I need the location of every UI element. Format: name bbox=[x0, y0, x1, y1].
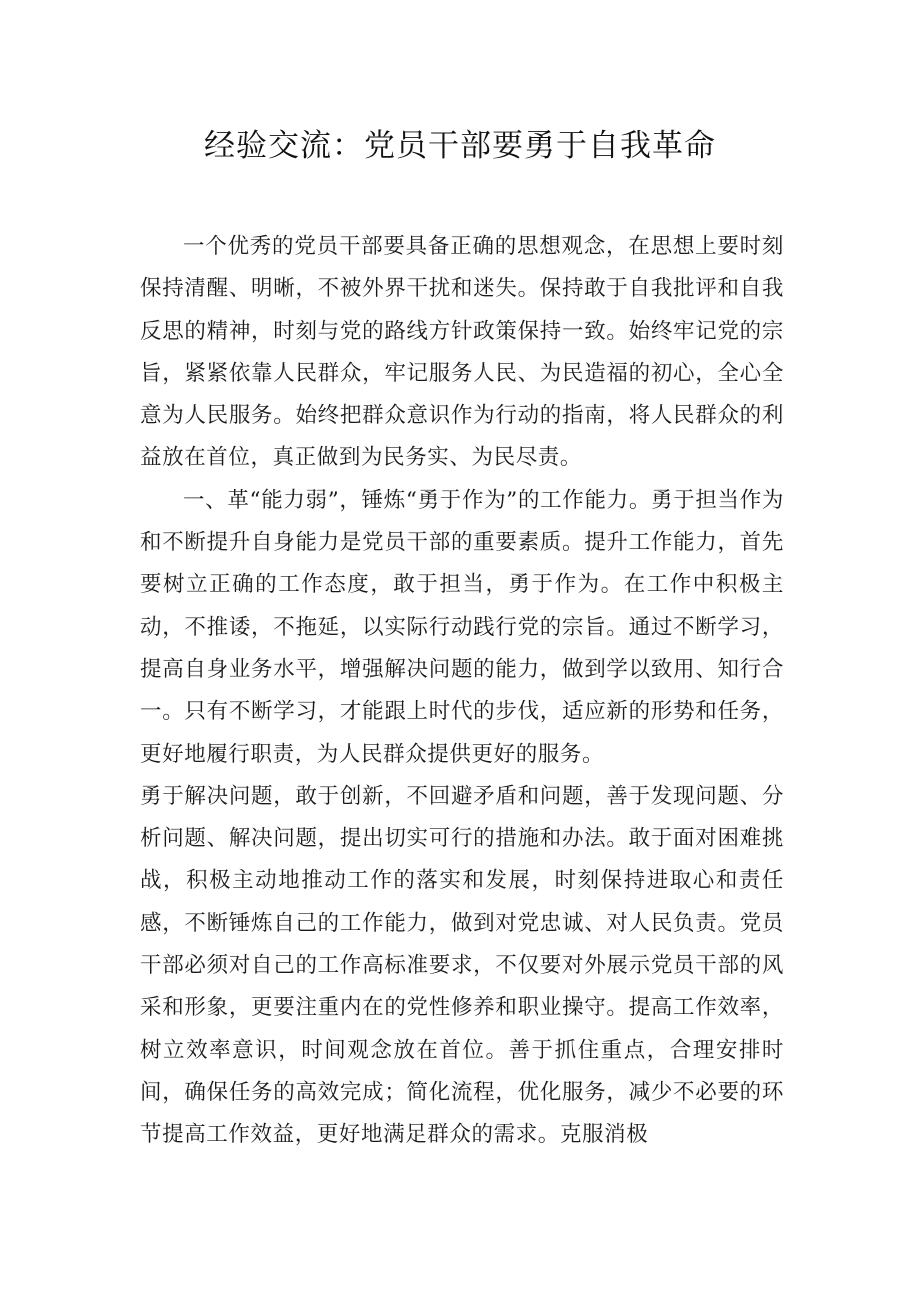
paragraph-intro: 一个优秀的党员干部要具备正确的思想观念，在思想上要时刻保持清醒、明晰，不被外界干扰和迷失。保持敢于自我批评和自我反思的精神，时刻与党的路线方针政策保持一致。始终牢记党的宗旨，紧紧依靠人民群众，牢记服务人民、为民造福的初心，全心全意为人民服务。始终把群众意识作为行动的指南，将人民群众的利益放在首位，真正做到为民务实、为民尽责。 bbox=[140, 234, 784, 471]
document-title: 经验交流：党员干部要勇于自我革命 bbox=[204, 128, 716, 164]
document-body bbox=[140, 226, 784, 1157]
paragraph-section-one: 一、革“能力弱”，锤炼“勇于作为”的工作能力。勇于担当作为和不断提升自身能力是党员干部的重要素质。提升工作能力，首先要树立正确的工作态度，敢于担当，勇于作为。在工作中积极主动，不推诿，不拖延，以实际行动践行党的宗旨。通过不断学习，提高自身业务水平，增强解决问题的能力，做到学以致用、知行合一。只有不断学习，才能跟上时代的步伐，适应新的形势和任务，更好地履行职责，为人民群众提供更好的服务。 bbox=[140, 487, 784, 767]
paragraph-continuation: 勇于解决问题，敢于创新，不回避矛盾和问题，善于发现问题、分析问题、解决问题，提出切实可行的措施和办法。敢于面对困难挑战，积极主动地推动工作的落实和发展，时刻保持进取心和责任感，不断锤炼自己的工作能力，做到对党忠诚、对人民负责。党员干部必须对自己的工作高标准要求，不仅要对外展示党员干部的风采和形象，更要注重内在的党性修养和职业操守。提高工作效率，树立效率意识，时间观念放在首位。善于抓住重点，合理安排时间，确保任务的高效完成；简化流程，优化服务，减少不必要的环节提高工作效益，更好地满足群众的需求。克服消极 bbox=[140, 783, 784, 1148]
